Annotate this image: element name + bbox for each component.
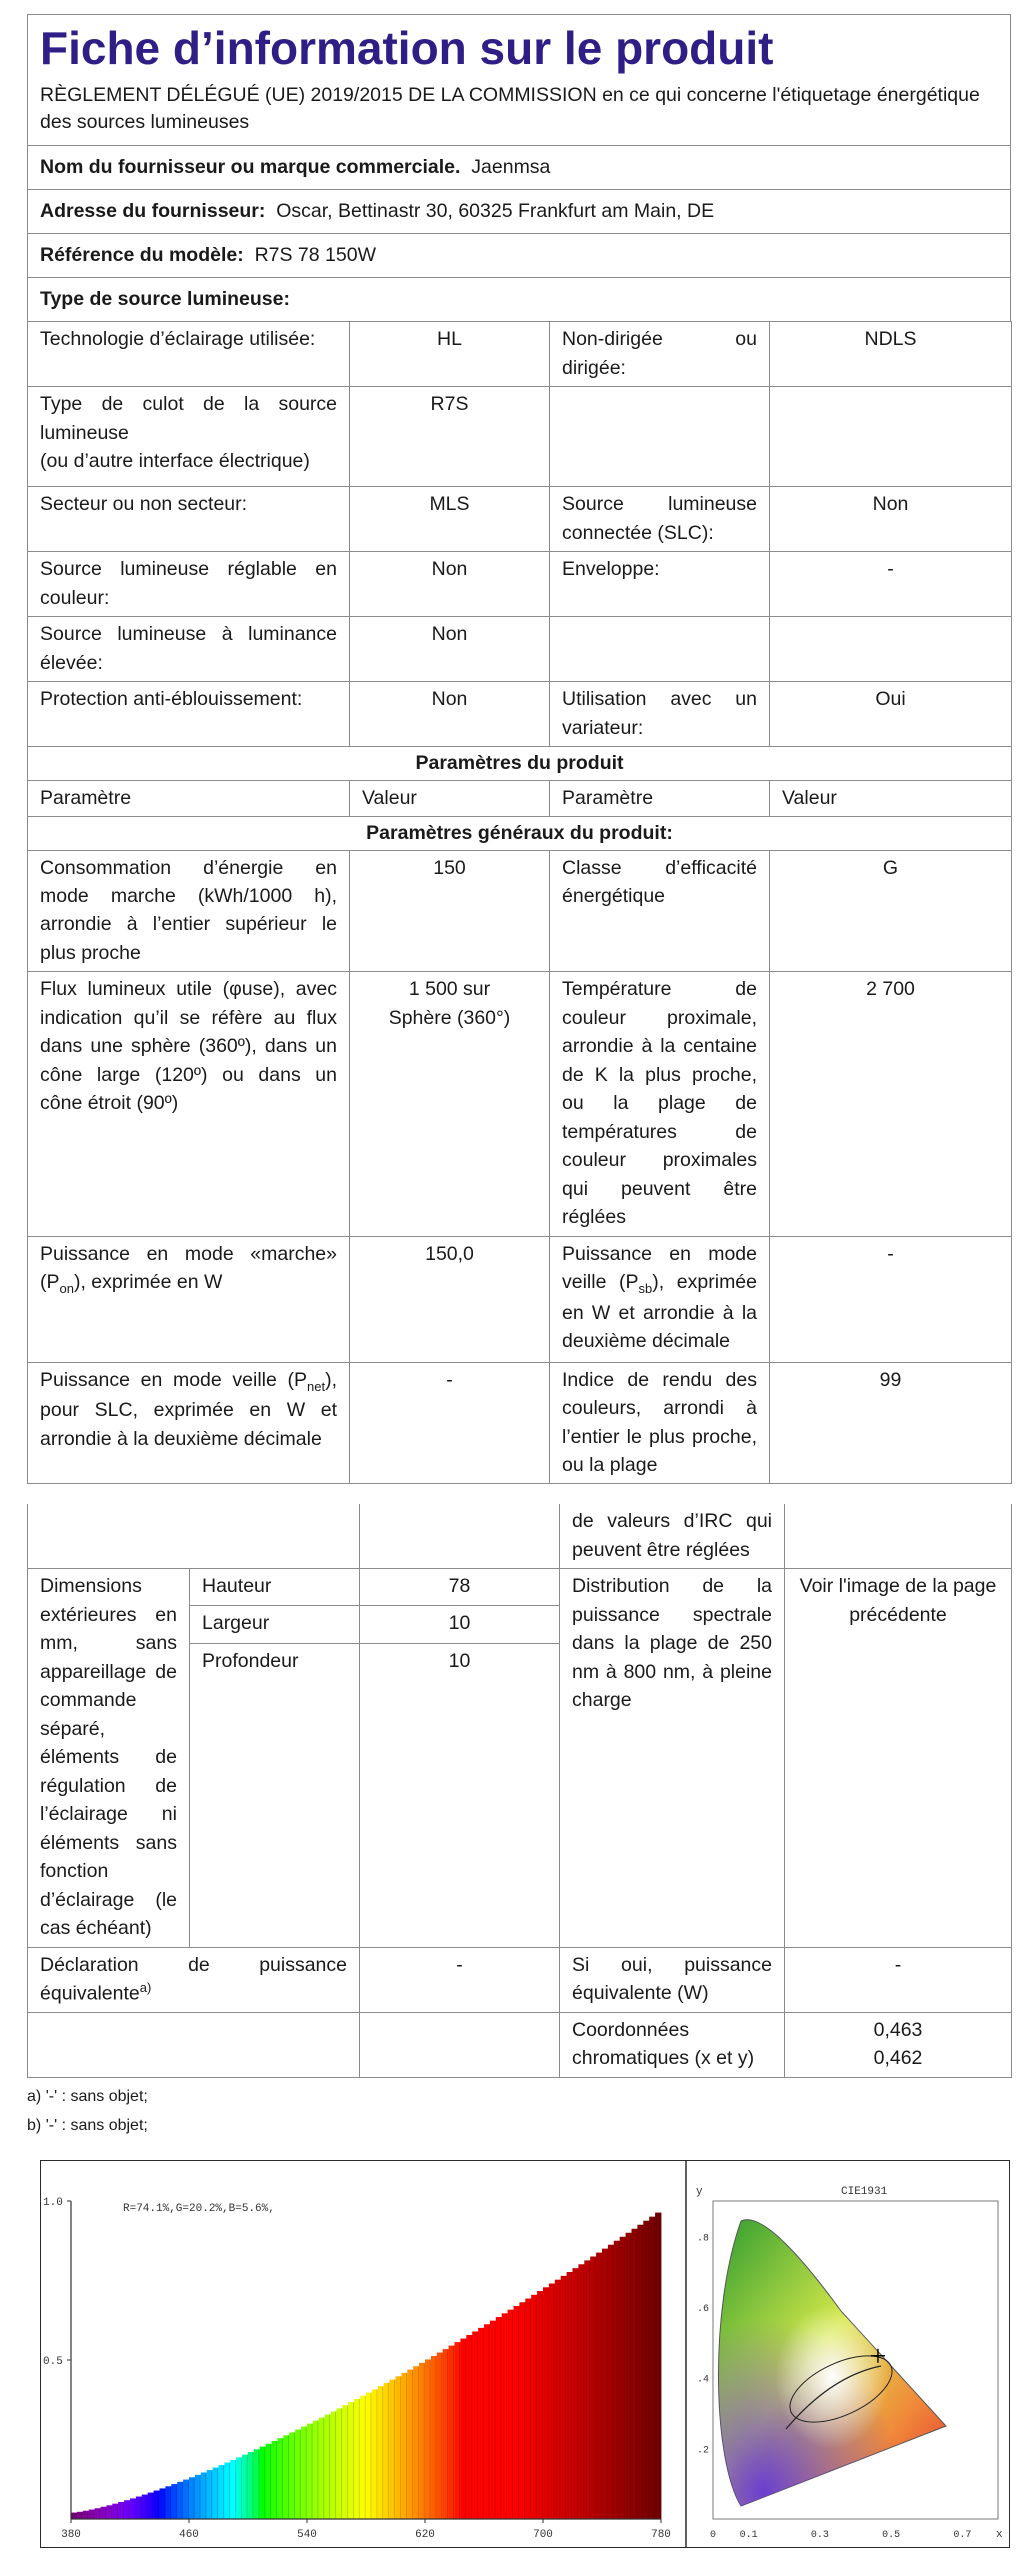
spectrum-bar <box>614 2241 620 2519</box>
spectrum-bar <box>626 2233 632 2519</box>
spectrum-bar <box>112 2504 118 2519</box>
spectrum-bar <box>89 2510 95 2519</box>
cie-x-ticks <box>710 2530 971 2541</box>
empty-cell <box>28 2012 360 2077</box>
high-luminance-value: Non <box>350 617 550 682</box>
spectrum-bar <box>272 2441 278 2519</box>
spectrum-bar <box>555 2280 561 2519</box>
cie-x-tick-label: 0.3 <box>810 2530 829 2541</box>
table-row <box>28 487 1012 552</box>
general-params-heading: Paramètres généraux du produit: <box>28 817 1012 850</box>
high-luminance-label: Source lumineuse à luminance élevée: <box>28 617 350 682</box>
mains-value: MLS <box>350 487 550 552</box>
spectrum-x-ticks <box>61 2519 671 2541</box>
spectrum-bar <box>254 2449 260 2519</box>
spectrum-bar <box>584 2260 590 2519</box>
table-row <box>28 747 1012 780</box>
directional-value: NDLS <box>770 322 1012 387</box>
spectrum-bar <box>289 2432 295 2519</box>
spectrum-bar <box>124 2500 130 2519</box>
energy-consumption-label: Consommation d’énergie en mode marche (kWh/1000 h), arrondie à l’entier supérieur le plus proche <box>28 850 350 972</box>
spectrum-bar <box>460 2339 466 2519</box>
spectrum-bar <box>478 2328 484 2519</box>
spectrum-bar <box>325 2415 331 2519</box>
height-value: 78 <box>360 1569 560 1606</box>
networked-standby-label: Puissance en mode veille $(P_{net})$, pour SLC, exprimée en W et arrondie à la deuxième décimale <box>28 1362 350 1484</box>
empty-cell <box>360 2012 560 2077</box>
column-header-value: Valeur <box>770 780 1012 816</box>
spectrum-bar <box>207 2470 213 2519</box>
table-row <box>28 1947 1012 2012</box>
chromaticity-label: Coordonnées chromatiques (x et y) <box>560 2012 785 2077</box>
table-row <box>28 972 1012 1236</box>
spectrum-bar <box>248 2452 254 2519</box>
cie-y-tick-label: .2 <box>697 2445 710 2457</box>
spectrum-bars <box>71 2213 661 2519</box>
cie-x-axis-label: x <box>996 2529 1003 2541</box>
networked-standby-value: - <box>350 1362 550 1484</box>
cie-y-axis-label: y <box>696 2186 703 2198</box>
spectrum-bar <box>242 2455 248 2519</box>
column-header-param: Paramètre <box>550 780 770 816</box>
spectrum-bar <box>637 2225 643 2519</box>
cie-y-tick-label: .4 <box>697 2374 710 2386</box>
depth-value: 10 <box>360 1643 560 1947</box>
cie-y-ticks <box>697 2233 709 2456</box>
spectrum-bar <box>573 2268 579 2519</box>
spectrum-bar <box>620 2237 626 2519</box>
cap-type-label-line1: Type de culot de la source lumineuse <box>40 393 337 444</box>
spectrum-bar <box>183 2480 189 2519</box>
spectrum-bar <box>407 2370 413 2519</box>
column-header-value: Valeur <box>350 780 550 816</box>
luminous-flux-value <box>350 972 550 1236</box>
energy-class-value: G <box>770 850 1012 972</box>
spectrum-bar <box>378 2386 384 2519</box>
spectrum-bar <box>549 2283 555 2519</box>
cie-x-tick-label: 0 <box>709 2530 717 2541</box>
spectrum-bar <box>354 2399 360 2519</box>
cie-title: CIE1931 <box>841 2186 888 2198</box>
spectrum-bar <box>632 2229 638 2519</box>
cri-label-continued: de valeurs d’IRC qui peuvent être réglées <box>560 1504 785 1568</box>
spectrum-bar <box>83 2511 89 2519</box>
source-type-heading: Type de source lumineuse: <box>40 288 290 311</box>
spectrum-bar <box>130 2498 136 2519</box>
supplier-address-label: Adresse du fournisseur: <box>40 200 266 223</box>
width-label: Largeur <box>190 1606 360 1643</box>
directional-label: Non-dirigée ou dirigée: <box>550 322 770 387</box>
spectrum-x-tick-label: 540 <box>297 2529 317 2541</box>
connected-source-value: Non <box>770 487 1012 552</box>
spectrum-bar <box>372 2389 378 2519</box>
spectrum-x-tick-label: 780 <box>651 2529 671 2541</box>
column-header-param: Paramètre <box>28 780 350 816</box>
spectrum-bar <box>154 2491 160 2519</box>
table-row <box>28 780 1012 816</box>
colour-tuneable-value: Non <box>350 552 550 617</box>
dimensions-label: Dimensions extérieures en mm, sans appareillage de commande séparé, éléments de régulation de l’éclairage ni éléments sans fonction d’éclairage (le cas échéant) <box>28 1569 190 1947</box>
spectrum-bar <box>390 2380 396 2519</box>
chromaticity-x: 0,463 <box>873 2018 923 2041</box>
spectrum-bar <box>295 2430 301 2520</box>
spectrum-x-tick-label: 380 <box>61 2529 81 2541</box>
table-row <box>28 1504 1012 1568</box>
table-row <box>28 2012 1012 2077</box>
spectrum-bar <box>301 2427 307 2519</box>
spectrum-bar <box>455 2342 461 2519</box>
spectrum-bar <box>413 2366 419 2519</box>
cri-label: Indice de rendu des couleurs, arrondi à l’entier le plus proche, ou la plage <box>550 1362 770 1484</box>
spectrum-bar <box>508 2310 514 2519</box>
spectrum-bar <box>502 2313 508 2519</box>
height-label: Hauteur <box>190 1569 360 1606</box>
spectrum-bar <box>71 2513 77 2519</box>
cie-y-tick-label: .6 <box>697 2304 710 2315</box>
supplier-name-row <box>28 146 1010 190</box>
spectrum-bar <box>590 2257 596 2520</box>
spectrum-bar <box>101 2507 107 2519</box>
table-row <box>28 1569 1012 1606</box>
spectrum-bar <box>136 2497 142 2519</box>
footnote-b: b) '-' : sans objet; <box>27 2117 148 2135</box>
spectrum-x-tick-label: 700 <box>533 2529 553 2541</box>
spectrum-bar <box>490 2321 496 2519</box>
envelope-value: - <box>770 552 1012 617</box>
spectrum-y-tick-label: 0.5 <box>43 2356 63 2368</box>
mains-label: Secteur ou non secteur: <box>28 487 350 552</box>
spectrum-bar <box>531 2295 537 2519</box>
spectrum-bar <box>396 2376 402 2519</box>
spectral-distribution-label: Distribution de la puissance spectrale dans la plage de 250 nm à 800 nm, à pleine charge <box>560 1569 785 1947</box>
spectrum-bar <box>342 2405 348 2519</box>
chromaticity-y: 0,462 <box>873 2047 923 2070</box>
on-mode-power-label: Puissance en mode «marche» $(P_{on})$, exprimée en W <box>28 1236 350 1362</box>
table-row <box>28 552 1012 617</box>
spectrum-bar <box>655 2213 661 2519</box>
spectrum-bar <box>106 2505 112 2519</box>
spectrum-bar <box>148 2493 154 2519</box>
cap-type-label <box>28 387 350 487</box>
product-params-heading: Paramètres du produit <box>28 747 1012 780</box>
depth-label: Profondeur <box>190 1643 360 1947</box>
cie-x-tick-label: 0.1 <box>739 2530 758 2541</box>
spectrum-bar <box>537 2291 543 2519</box>
empty-cell <box>550 617 770 682</box>
spectrum-bar <box>177 2482 183 2519</box>
spectrum-x-tick-label: 620 <box>415 2529 435 2541</box>
spectrum-bar <box>195 2475 201 2519</box>
luminous-flux-label: Flux lumineux utile (φuse), avec indication qu’il se réfère au flux dans une sphère (360º), dans un cône large (120º) ou dans un cône étroit (90º) <box>28 972 350 1236</box>
empty-cell <box>360 1504 560 1568</box>
spectrum-bar <box>118 2502 124 2519</box>
spectrum-bar <box>165 2486 171 2519</box>
spectrum-bar <box>160 2488 166 2519</box>
standby-power-label: Puissance en mode veille $(P_{sb})$, exprimée en W et arrondie à la deuxième décimale <box>550 1236 770 1362</box>
model-reference-label: Référence du modèle: <box>40 244 244 267</box>
spectrum-bar <box>236 2457 242 2519</box>
empty-cell <box>28 1504 360 1568</box>
dimmer-label: Utilisation avec un variateur: <box>550 682 770 747</box>
spectrum-y-ticks <box>43 2197 71 2368</box>
supplier-address-row <box>28 190 1010 234</box>
cie-x-tick-label: 0.7 <box>953 2530 972 2541</box>
equivalent-power-w-label: Si oui, puissance équivalente (W) <box>560 1947 785 2012</box>
source-type-heading-row <box>28 278 1010 321</box>
spectrum-bar <box>331 2412 337 2519</box>
spectrum-bar <box>443 2349 449 2519</box>
supplier-name-label: Nom du fournisseur ou marque commerciale. <box>40 156 461 179</box>
width-value: 10 <box>360 1606 560 1643</box>
table-row <box>28 617 1012 682</box>
equivalent-power-label: Déclaration de puissance équivalente$^{a)}$ <box>28 1947 360 2012</box>
footnotes <box>27 2082 1011 2141</box>
spectrum-bar <box>319 2418 325 2519</box>
model-reference-row <box>28 234 1010 278</box>
supplier-name-value: Jaenmsa <box>471 156 551 179</box>
spectrum-bar <box>95 2508 101 2519</box>
spectrum-bar <box>313 2421 319 2519</box>
table-row <box>28 1362 1012 1484</box>
product-info-sheet <box>27 14 1011 2141</box>
spectrum-bar <box>643 2221 649 2519</box>
product-table-page1 <box>27 321 1012 1484</box>
envelope-label: Enveloppe: <box>550 552 770 617</box>
luminous-flux-value-line2: Sphère (360°) <box>388 1006 511 1029</box>
spectral-distribution-value: Voir l'image de la page précédente <box>785 1569 1012 1947</box>
spectrum-bar <box>213 2468 219 2519</box>
anti-glare-value: Non <box>350 682 550 747</box>
empty-cell <box>770 617 1012 682</box>
dimmer-value: Oui <box>770 682 1012 747</box>
spectrum-bar <box>472 2331 478 2519</box>
spectrum-bar <box>337 2408 343 2519</box>
table-row <box>28 322 1012 387</box>
colour-tuneable-label: Source lumineuse réglable en couleur: <box>28 552 350 617</box>
spectrum-bar <box>561 2276 567 2519</box>
spectrum-bar <box>596 2253 602 2519</box>
spectrum-bar <box>266 2444 272 2519</box>
spectrum-bar <box>437 2353 443 2519</box>
regulation-subtitle: RÈGLEMENT DÉLÉGUÉ (UE) 2019/2015 DE LA COMMISSION en ce qui concerne l'étiquetage énergétique des sources lumineuses <box>28 78 1010 147</box>
luminous-flux-value-line1: 1 500 sur <box>408 978 491 1001</box>
spectrum-bar <box>201 2472 207 2519</box>
spectrum-bar <box>419 2363 425 2519</box>
spectrum-bar <box>283 2435 289 2519</box>
cri-value: 99 <box>770 1362 1012 1484</box>
table-row <box>28 850 1012 972</box>
spectrum-bar <box>384 2383 390 2519</box>
spectrum-bar <box>307 2424 313 2519</box>
spectrum-bar <box>260 2447 266 2519</box>
empty-cell <box>550 387 770 487</box>
spectrum-bar <box>608 2245 614 2519</box>
spectrum-bar <box>142 2495 148 2519</box>
spectrum-bar <box>219 2465 225 2519</box>
spectrum-bar <box>360 2396 366 2519</box>
spectrum-bar <box>401 2373 407 2519</box>
spectrum-rgb-text: R=74.1%,G=20.2%,B=5.6%, <box>123 2203 275 2215</box>
anti-glare-label: Protection anti-éblouissement: <box>28 682 350 747</box>
table-row <box>28 817 1012 850</box>
lighting-technology-value: HL <box>350 322 550 387</box>
spectrum-bar <box>602 2249 608 2519</box>
spectrum-bar <box>224 2463 230 2520</box>
spectrum-bar <box>484 2324 490 2519</box>
spectrum-bar <box>514 2306 520 2519</box>
spectrum-bar <box>77 2512 83 2519</box>
cap-type-label-line2: (ou d’autre interface électrique) <box>40 450 310 473</box>
supplier-address-value: Oscar, Bettinastr 30, 60325 Frankfurt am Main, DE <box>276 200 715 223</box>
spectrum-bar <box>431 2356 437 2519</box>
spectrum-bar <box>519 2302 525 2519</box>
spectrum-bar <box>543 2287 549 2519</box>
spectrum-bar <box>171 2484 177 2519</box>
colour-temperature-value: 2 700 <box>770 972 1012 1236</box>
empty-cell <box>770 387 1012 487</box>
model-reference-value: R7S 78 150W <box>254 244 376 267</box>
spectrum-bar <box>466 2335 472 2519</box>
colour-temperature-label: Température de couleur proximale, arrondie à la centaine de K la plus proche, ou la plage de températures de couleur proximales qui peuvent être réglées <box>550 972 770 1236</box>
spectrum-bar <box>189 2477 195 2519</box>
table-row <box>28 682 1012 747</box>
spectrum-bar <box>578 2264 584 2519</box>
cap-type-value: R7S <box>350 387 550 487</box>
spectrum-bar <box>649 2217 655 2519</box>
product-table-page2 <box>27 1504 1012 2077</box>
spectrum-bar <box>366 2393 372 2519</box>
footnote-a: a) '-' : sans objet; <box>27 2087 148 2105</box>
table-row <box>28 387 1012 487</box>
cie-x-tick-label: 0.5 <box>882 2530 901 2541</box>
lighting-technology-label: Technologie d’éclairage utilisée: <box>28 322 350 387</box>
cie-white-region <box>718 2220 946 2506</box>
table-row <box>28 1236 1012 1362</box>
document-title: Fiche d’information sur le produit <box>40 22 774 74</box>
spectrum-bar <box>567 2272 573 2519</box>
cie-y-tick-label: .8 <box>697 2233 710 2245</box>
empty-cell <box>785 1504 1012 1568</box>
spectrum-figure <box>40 2160 1010 2548</box>
spectrum-bar <box>496 2317 502 2519</box>
spectrum-y-tick-label: 1.0 <box>43 2197 63 2209</box>
connected-source-label: Source lumineuse connectée (SLC): <box>550 487 770 552</box>
spectrum-bar <box>425 2359 431 2519</box>
energy-class-label: Classe d’efficacité énergétique <box>550 850 770 972</box>
equivalent-power-value: - <box>360 1947 560 2012</box>
energy-consumption-value: 150 <box>350 850 550 972</box>
spectrum-bar <box>525 2299 531 2519</box>
on-mode-power-value: 150,0 <box>350 1236 550 1362</box>
spectrum-figure-svg <box>41 2161 1009 2547</box>
spectrum-x-tick-label: 460 <box>179 2529 199 2541</box>
spectrum-bar <box>348 2402 354 2519</box>
standby-power-value: - <box>770 1236 1012 1362</box>
spectrum-bar <box>278 2438 284 2519</box>
sheet-header-box <box>27 14 1011 321</box>
chromaticity-value <box>785 2012 1012 2077</box>
equivalent-power-w-value: - <box>785 1947 1012 2012</box>
spectrum-bar <box>230 2460 236 2519</box>
spectrum-bar <box>449 2346 455 2519</box>
